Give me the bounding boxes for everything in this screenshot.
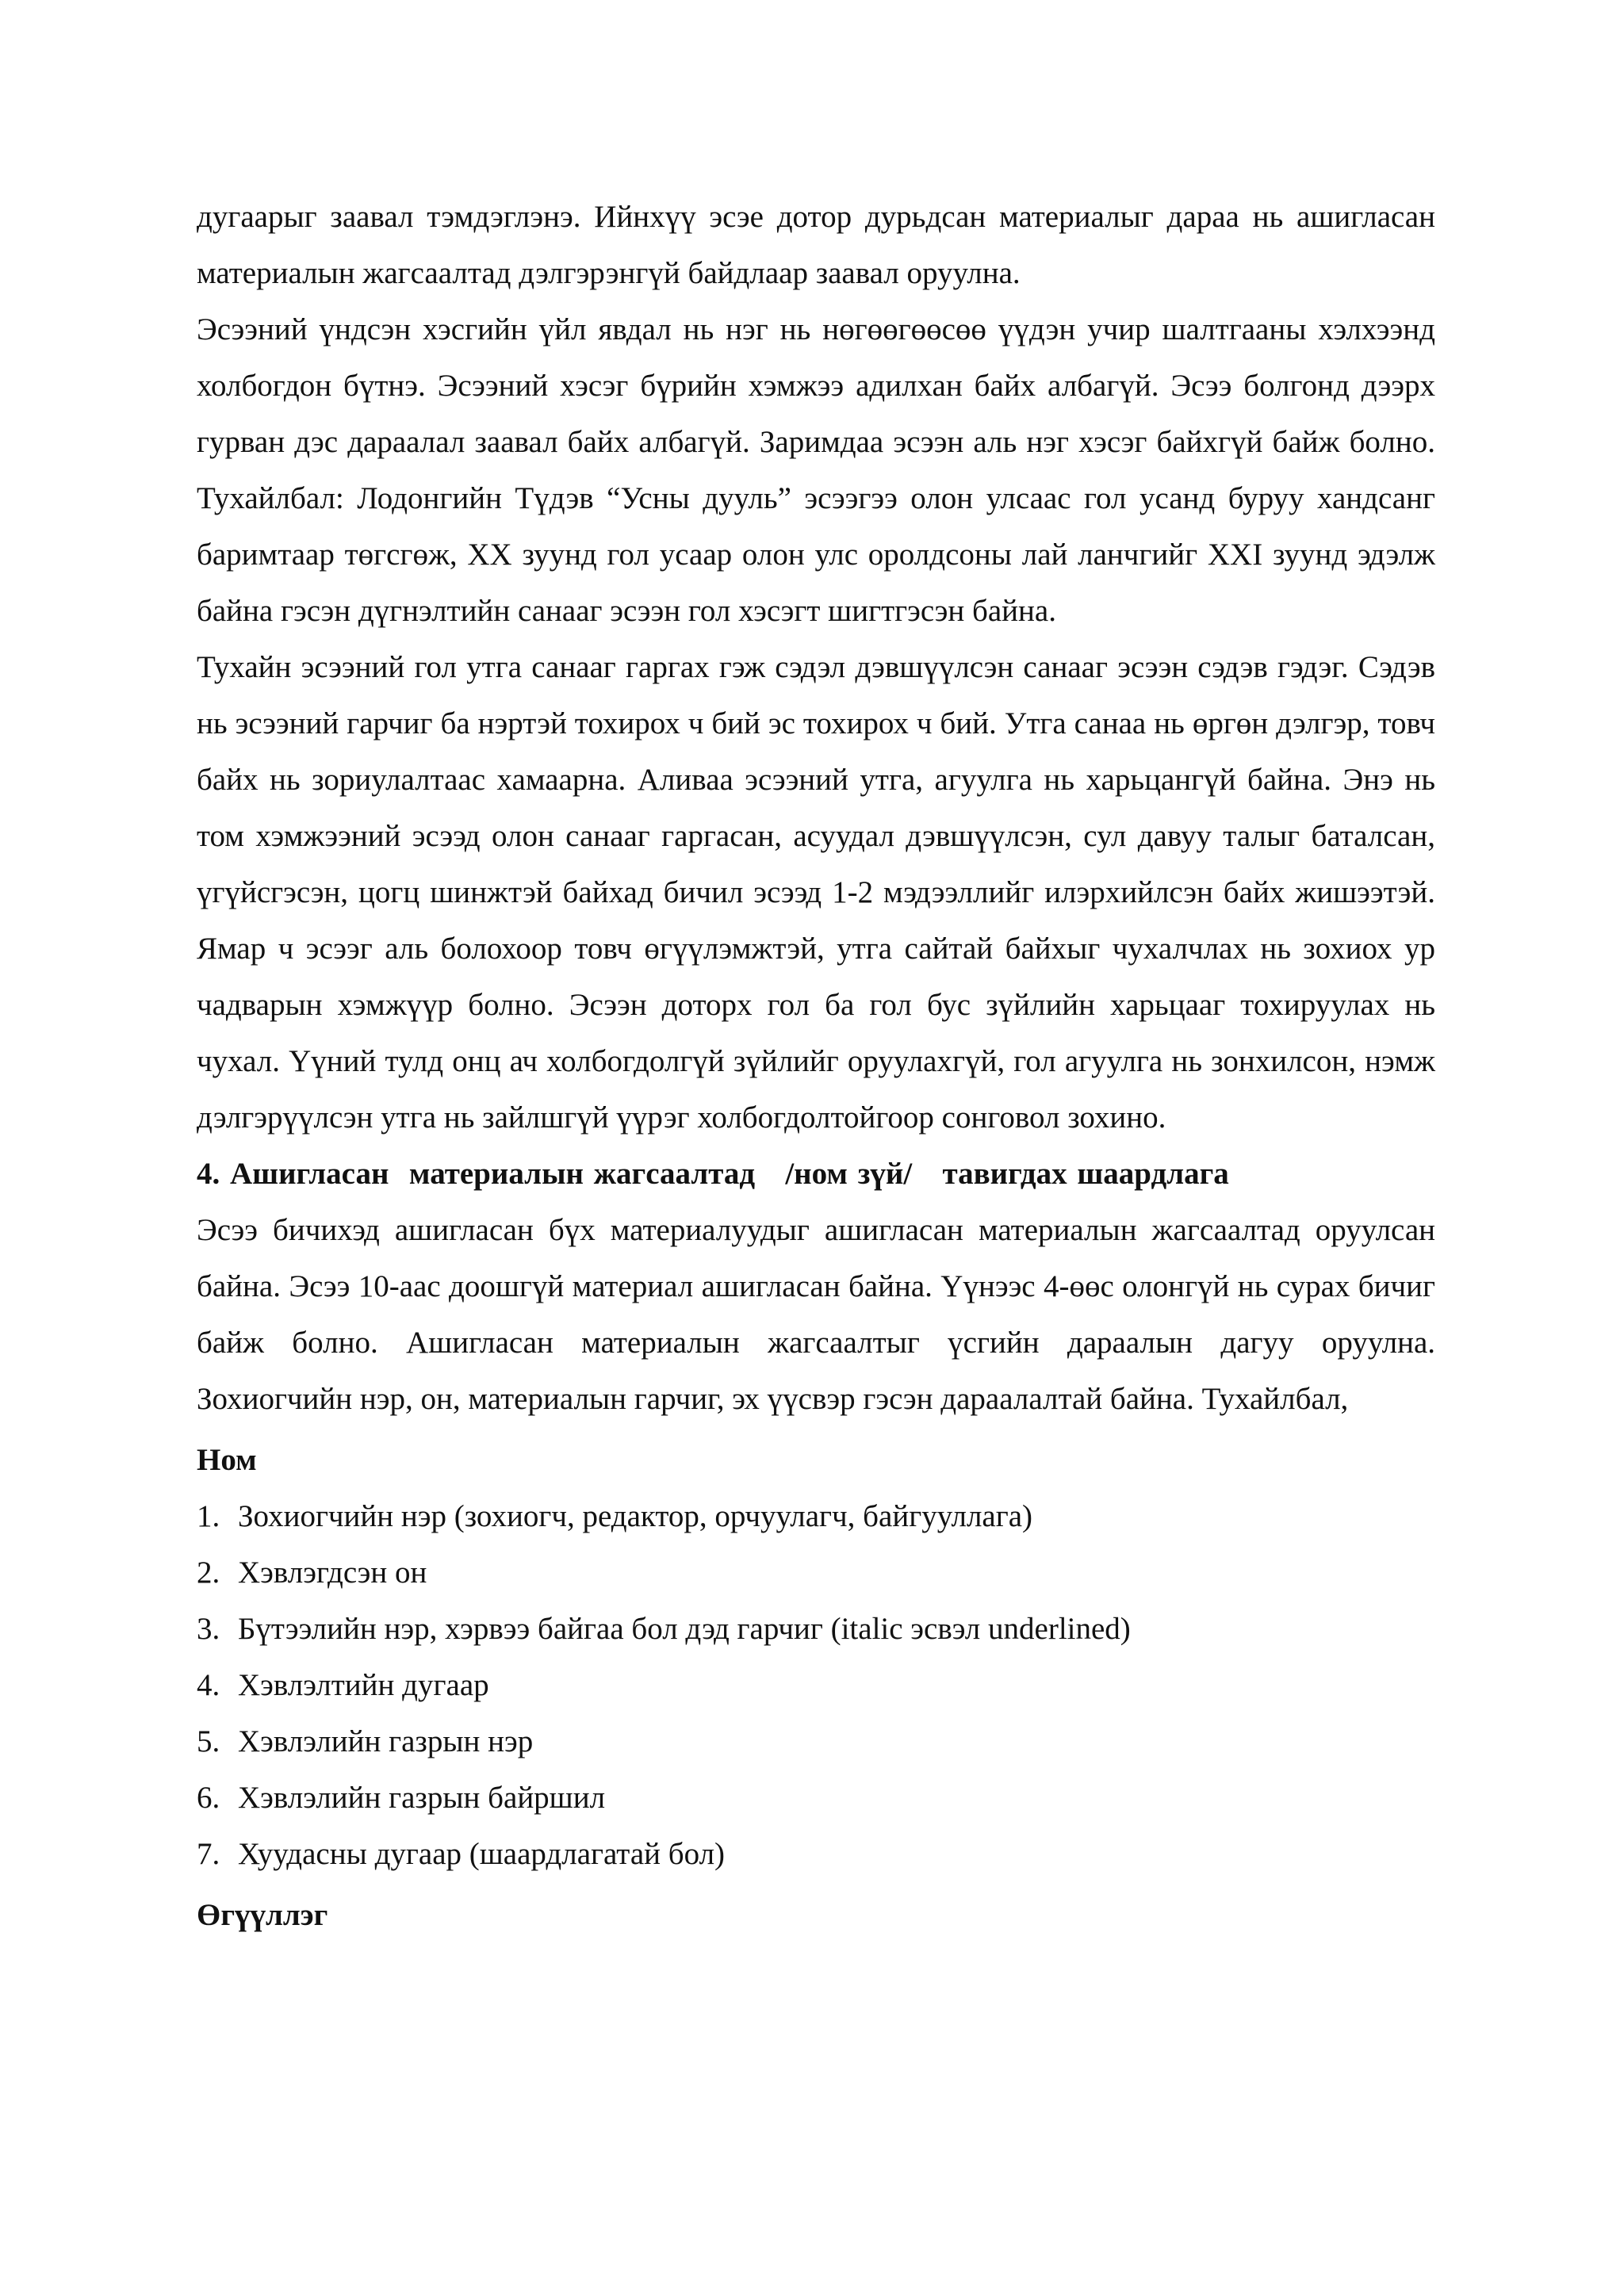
list-item: 7. Хуудасны дугаар (шаардлагатай бол) [197, 1837, 726, 1871]
paragraph-essay-topic: Тухайн эсээний гол утга санааг гаргах гэж сэдэл дэвшүүлсэн санааг эсээн сэдэв гэдэг. Сэдэв нь эсээний гарчиг ба нэртэй тохирох ч бий эс тохирох ч бий. Утга санаа нь өргөн дэлгэр, товч байх нь зориулалтаас хамаарна. Аливаа эсээний утга, агуулга нь харьцангүй байна. Энэ нь том хэмжээний эсээд олон санааг гаргасан, асуудал дэвшүүлсэн, сул давуу талыг баталсан, үгүйсгэсэн, цогц шинжтэй байхад бичил эсээд 1-2 мэдээллийг илэрхийлсэн байх жишээтэй. Ямар ч эсээг аль болохоор товч өгүүлэмжтэй, утга сайтай байхыг чухалчлах нь зохиох ур чадварын хэмжүүр болно. Эсээн доторх гол ба гол бус зүйлийн харьцааг тохируулах нь чухал. Үүний тулд онц ач холбогдолгүй зүйлийг оруулахгүй, гол агуулга нь зонхилсон, нэмж дэлгэрүүлсэн утга нь зайлшгүй үүрэг холбогдолтойгоор сонговол зохино. [197, 650, 1435, 1135]
list-item: 4. Хэвлэлтийн дугаар [197, 1668, 489, 1702]
paragraph-essay-body: Эсээний үндсэн хэсгийн үйл явдал нь нэг нь нөгөөгөөсөө үүдэн учир шалтгааны хэлхээнд холбогдон бүтнэ. Эсээний хэсэг бүрийн хэмжээ адилхан байх албагүй. Эсээ болгонд дээрх гурван дэс дараалал заавал байх албагүй. Заримдаа эсээн аль нэг хэсэг байхгүй байж болно. Тухайлбал: Лодонгийн Түдэв “Усны дууль” эсээгээ олон улсаас гол усанд буруу хандсанг баримтаар төгсгөж, XX зуунд гол усаар олон улс оролдсоны лай ланчгийг XXI зуунд эдэлж байна гэсэн дүгнэлтийн санааг эсээн гол хэсэгт шигтгэсэн байна. [197, 312, 1435, 628]
subheading-article: Өгүүллэг [197, 1898, 328, 1932]
paragraph-bibliography-requirements: Эсээ бичихэд ашигласан бүх материалуудыг ашигласан материалын жагсаалтад оруулсан байна. Эсээ 10-аас доошгүй материал ашигласан байна. Үүнээс 4-өөс олонгүй нь сурах бичиг байж болно. Ашигласан материалын жагсаалтыг үсгийн дараалын дагуу оруулна. Зохиогчийн нэр, он, материалын гарчиг, эх үүсвэр гэсэн дараалалтай байна. Тухайлбал, [197, 1213, 1435, 1416]
list-item: 5. Хэвлэлийн газрын нэр [197, 1724, 534, 1758]
list-item: 2. Хэвлэгдсэн он [197, 1556, 427, 1590]
list-item: 1. Зохиогчийн нэр (зохиогч, редактор, орчуулагч, байгууллага) [197, 1499, 1033, 1533]
page-content [197, 189, 1435, 1943]
paragraph-continuation: дугаарыг заавал тэмдэглэнэ. Ийнхүү эсэе дотор дурьдсан материалыг дараа нь ашигласан материалын жагсаалтад дэлгэрэнгүй байдлаар заавал оруулна. [197, 200, 1435, 290]
subheading-book: Ном [197, 1443, 257, 1477]
book-citation-list [197, 1488, 1435, 1882]
section-heading-bibliography: 4. Ашигласан материалын жагсаалтад /ном зүй/ тавигдах шаардлага [197, 1157, 1229, 1191]
list-item: 3. Бүтээлийн нэр, хэрвээ байгаа бол дэд гарчиг (italic эсвэл underlined) [197, 1612, 1131, 1646]
list-item: 6. Хэвлэлийн газрын байршил [197, 1781, 606, 1815]
